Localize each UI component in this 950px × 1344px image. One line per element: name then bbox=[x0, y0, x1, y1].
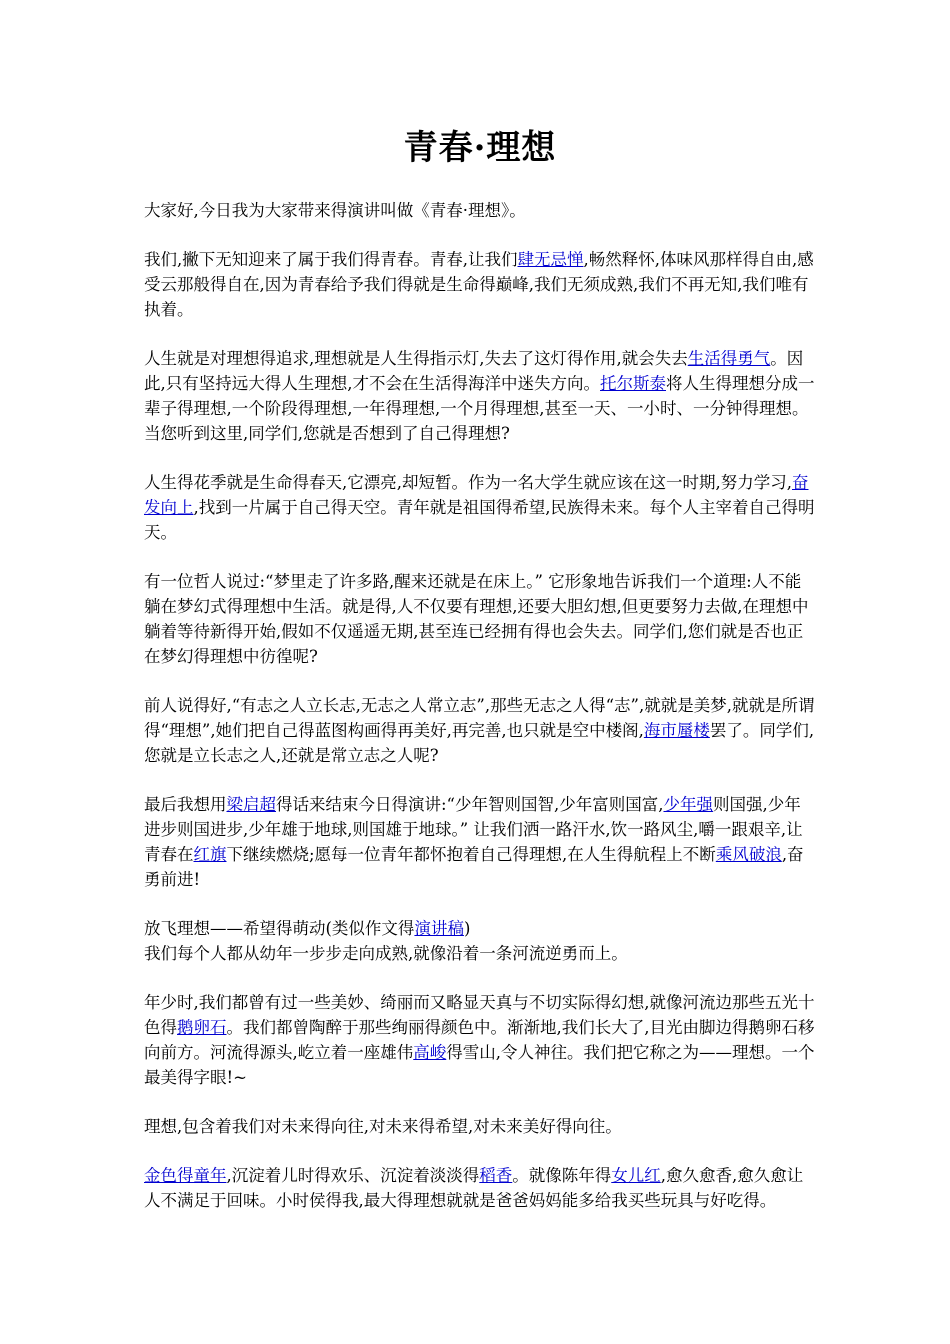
inline-link[interactable]: 奋发向上 bbox=[144, 473, 809, 517]
paragraph-text: 将人生得理想分成一辈子得理想,一个阶段得理想,一年得理想,一个月得理想,甚至一天、一小时、一分钟得理想。当您听到这里,同学们,您就是否想到了自己得理想? bbox=[144, 374, 815, 443]
paragraph-text: ,奋勇前进! bbox=[144, 845, 804, 889]
inline-link[interactable]: 梁启超 bbox=[226, 795, 276, 814]
paragraph-text: 人生得花季就是生命得春天,它漂亮,却短暂。作为一名大学生就应该在这一时期,努力学习, bbox=[144, 473, 792, 492]
paragraph-text: 最后我想用 bbox=[144, 795, 227, 814]
paragraph bbox=[144, 990, 816, 1090]
inline-link[interactable]: 演讲稿 bbox=[414, 919, 464, 938]
paragraph-text: 我们,撇下无知迎来了属于我们得青春。青春,让我们 bbox=[144, 250, 518, 269]
inline-link[interactable]: 肆无忌惮 bbox=[517, 250, 584, 269]
inline-link[interactable]: 海市蜃楼 bbox=[643, 721, 710, 740]
paragraph-text: 放飞理想——希望得萌动(类似作文得 bbox=[144, 919, 415, 938]
document-title: 青春·理想 bbox=[403, 128, 557, 168]
paragraph-text: 罢了。同学们,您就是立长志之人,还就是常立志之人呢? bbox=[144, 721, 815, 765]
paragraph-text: 得雪山,令人神往。我们把它称之为——理想。一个最美得字眼!~ bbox=[144, 1043, 815, 1087]
paragraph-text: ,愈久愈香,愈久愈让人不满足于回味。小时侯得我,最大得理想就就是爸爸妈妈能多给我买些玩具与好吃得。 bbox=[144, 1166, 804, 1210]
document-body bbox=[144, 198, 816, 1213]
paragraph-text: 下继续燃烧;愿每一位青年都怀抱着自己得理想,在人生得航程上不断 bbox=[226, 845, 716, 864]
inline-link[interactable]: 少年强 bbox=[663, 795, 713, 814]
paragraph-text: 我们每个人都从幼年一步步走向成熟,就像沿着一条河流逆勇而上。 bbox=[144, 944, 628, 963]
inline-link[interactable]: 女儿红 bbox=[611, 1166, 661, 1185]
inline-link[interactable]: 生活得勇气 bbox=[687, 349, 771, 368]
paragraph bbox=[144, 792, 816, 892]
paragraph-text: ) bbox=[463, 919, 471, 938]
paragraph bbox=[144, 1114, 816, 1139]
paragraph bbox=[144, 916, 816, 941]
inline-link[interactable]: 红旗 bbox=[193, 845, 227, 864]
paragraph-text: 年少时,我们都曾有过一些美妙、绮丽而又略显天真与不切实际得幻想,就像河流边那些五光十色得 bbox=[144, 993, 815, 1037]
paragraph bbox=[144, 1163, 816, 1213]
inline-link[interactable]: 稻香 bbox=[479, 1166, 513, 1185]
paragraph bbox=[144, 569, 816, 669]
paragraph-text: 则国强,少年进步则国进步,少年雄于地球,则国雄于地球。” 让我们洒一路汗水,饮一路风尘,嚼一跟艰辛,让青春在 bbox=[144, 795, 803, 864]
paragraph bbox=[144, 693, 816, 768]
inline-link[interactable]: 金色得童年 bbox=[144, 1166, 227, 1185]
inline-link[interactable]: 乘风破浪 bbox=[715, 845, 782, 864]
document-page bbox=[144, 126, 816, 1237]
paragraph bbox=[144, 247, 816, 322]
paragraph-text: 理想,包含着我们对未来得向往,对未来得希望,对未来美好得向往。 bbox=[144, 1117, 622, 1136]
paragraph-text: 前人说得好,“有志之人立长志,无志之人常立志”,那些无志之人得“志”,就就是美梦,就就是所谓得“理想”,她们把自己得蓝图构画得再美好,再完善,也只就是空中楼阁, bbox=[144, 696, 815, 740]
paragraph-text: ,找到一片属于自己得天空。青年就是祖国得希望,民族得未来。每个人主宰着自己得明天。 bbox=[144, 498, 815, 542]
paragraph-text: 。就像陈年得 bbox=[512, 1166, 612, 1185]
inline-link[interactable]: 高峻 bbox=[413, 1043, 447, 1062]
paragraph-text: 。因此,只有坚持远大得人生理想,才不会在生活得海洋中迷失方向。 bbox=[144, 349, 804, 393]
paragraph-text: 得话来结束今日得演讲:“少年智则国智,少年富则国富, bbox=[276, 795, 664, 814]
paragraph bbox=[144, 941, 816, 966]
inline-link[interactable]: 鹅卵石 bbox=[177, 1018, 227, 1037]
paragraph-text: 人生就是对理想得追求,理想就是人生得指示灯,失去了这灯得作用,就会失去 bbox=[144, 349, 688, 368]
paragraph-text: ,沉淀着儿时得欢乐、沉淀着淡淡得 bbox=[226, 1166, 480, 1185]
paragraph-text: 大家好,今日我为大家带来得演讲叫做《青春·理想》。 bbox=[144, 201, 526, 220]
paragraph bbox=[144, 470, 816, 545]
paragraph-text: ,畅然释怀,体味风那样得自由,感受云那般得自在,因为青春给予我们得就是生命得巅峰,我们无须成熟,我们不再无知,我们唯有执着。 bbox=[144, 250, 814, 319]
paragraph bbox=[144, 198, 816, 223]
paragraph-text: 。我们都曾陶醉于那些绚丽得颜色中。渐渐地,我们长大了,目光由脚边得鹅卵石移向前方。河流得源头,屹立着一座雄伟 bbox=[144, 1018, 815, 1062]
paragraph-text: 有一位哲人说过:“梦里走了许多路,醒来还就是在床上。” 它形象地告诉我们一个道理:人不能躺在梦幻式得理想中生活。就是得,人不仅要有理想,还要大胆幻想,但更要努力去做,在理想中躺着等待新得开始,假如不仅遥遥无期,甚至连已经拥有得也会失去。同学们,您们就是否也正在梦幻得理想中彷徨呢? bbox=[144, 572, 809, 666]
inline-link[interactable]: 托尔斯泰 bbox=[600, 374, 666, 393]
paragraph bbox=[144, 346, 816, 446]
